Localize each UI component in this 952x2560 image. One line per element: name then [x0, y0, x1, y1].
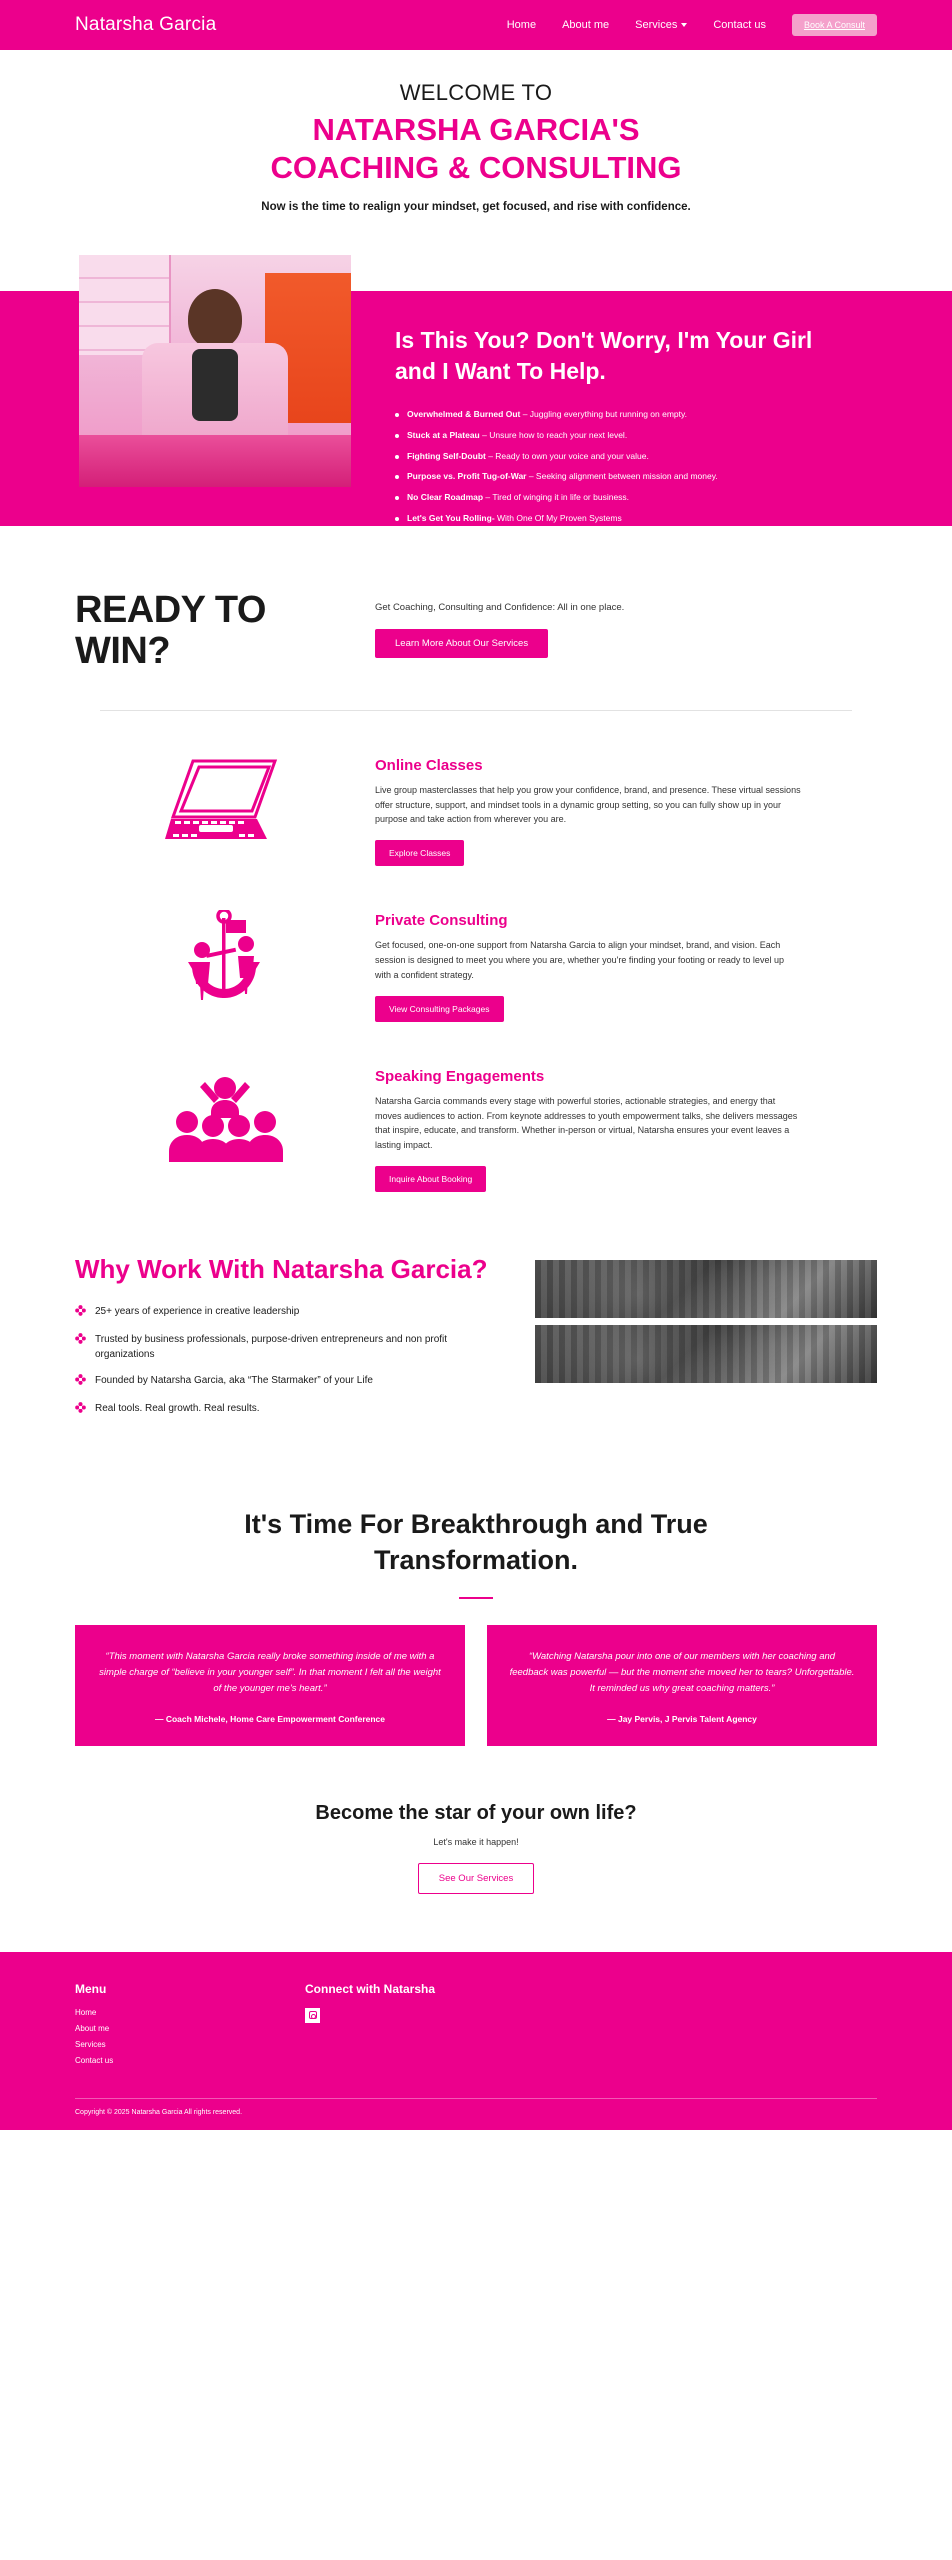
- explore-classes-button[interactable]: Explore Classes: [375, 840, 464, 866]
- hero-title: [40, 111, 912, 187]
- footer-link-about-me[interactable]: About me: [75, 2023, 110, 2033]
- nav-item-contact-us[interactable]: Contact us: [713, 19, 766, 31]
- testimonial-author: — Jay Pervis, J Pervis Talent Agency: [607, 1713, 757, 1724]
- why-work-section: [0, 1192, 952, 1429]
- hero-welcome: WELCOME TO: [399, 80, 553, 105]
- list-item-rest: – Unsure how to reach your next level.: [479, 429, 628, 440]
- footer-menu-heading: Menu: [75, 1981, 107, 1996]
- list-item-rest: – Seeking alignment between mission and money.: [526, 471, 718, 482]
- list-item-rest: – Juggling everything but running on empty.: [520, 408, 688, 419]
- inquire-about-booking-button[interactable]: Inquire About Booking: [375, 1166, 486, 1192]
- testimonial-card: [75, 1625, 465, 1746]
- list-item: [395, 451, 815, 463]
- list-item: [75, 1373, 495, 1390]
- why-point-text: Real tools. Real growth. Real results.: [95, 1402, 260, 1414]
- footer-connect-column: [305, 1982, 435, 2072]
- list-item-rest: – Tired of winging it in life or business.: [483, 492, 630, 503]
- laptop-icon: [75, 751, 375, 851]
- footer-link-contact-us[interactable]: Contact us: [75, 2055, 114, 2065]
- list-item: [395, 513, 815, 525]
- list-item-bold: Fighting Self-Doubt: [407, 450, 486, 461]
- hero-title-line2: COACHING & CONSULTING: [270, 149, 682, 185]
- chevron-down-icon: [681, 23, 687, 27]
- why-point-text: 25+ years of experience in creative leadership: [95, 1305, 300, 1317]
- hero-section: [0, 50, 952, 239]
- view-consulting-packages-button[interactable]: View Consulting Packages: [375, 996, 504, 1022]
- ready-title-line1: READY TO: [75, 588, 266, 631]
- nav-item-home[interactable]: Home: [506, 19, 537, 31]
- service-title: Speaking Engagements: [375, 1067, 545, 1085]
- ready-title: [75, 590, 375, 672]
- breakthrough-title: It's Time For Breakthrough and True Transformation.: [244, 1508, 708, 1575]
- cta-title: Become the star of your own life?: [315, 1801, 637, 1824]
- nav-links: [507, 14, 877, 36]
- list-item: [75, 1401, 495, 1418]
- service-description: Get focused, one-on-one support from Natarsha Garcia to align your mindset, brand, and vision. Each session is designed to meet you where you are, whether you're finding your footing or ready to level up with a confident strategy.: [375, 940, 784, 980]
- why-point-text: Trusted by business professionals, purpose-driven entrepreneurs and non profit organizations: [95, 1333, 448, 1360]
- flower-icon: [75, 1305, 86, 1321]
- list-item-bold: Stuck at a Plateau: [407, 429, 480, 440]
- testimonial-quote: “This moment with Natarsha Garcia really broke something inside of me with a simple charge of “believe in your younger self”. In that moment I felt all the weight of the younger me's heart.”: [99, 1650, 441, 1695]
- flower-icon: [75, 1402, 86, 1418]
- list-item: [395, 492, 815, 504]
- footer-link-home[interactable]: Home: [75, 2007, 97, 2017]
- testimonial-author: — Coach Michele, Home Care Empowerment Conference: [154, 1713, 386, 1724]
- site-brand[interactable]: Natarsha Garcia: [75, 14, 217, 35]
- footer-menu-column: [75, 1982, 305, 2072]
- copyright-text: Copyright © 2025 Natarsha Garcia All rights reserved.: [75, 2098, 877, 2130]
- pain-points-list: [395, 409, 815, 525]
- ready-title-line2: WIN?: [75, 629, 171, 672]
- service-description: Natarsha Garcia commands every stage with powerful stories, actionable strategies, and energy that moves audiences to action. From keynote addresses to youth empowerment talks, she delivers messages that inspire, educate, and transform. Whether in-person or virtual, Natarsha ensures your event leaves a lasting impact.: [375, 1095, 798, 1151]
- list-item: [395, 430, 815, 442]
- speaking-group-icon: [75, 1062, 375, 1162]
- instagram-icon[interactable]: [305, 2008, 320, 2023]
- footer-connect-heading: Connect with Natarsha: [305, 1981, 436, 1996]
- hero-title-line1: NATARSHA GARCIA'S: [312, 112, 640, 147]
- service-row-private-consulting: [0, 866, 952, 1022]
- footer-link-services[interactable]: Services: [75, 2039, 106, 2049]
- list-item-bold: Overwhelmed & Burned Out: [407, 408, 521, 419]
- nav-item-services[interactable]: [635, 19, 687, 31]
- top-navbar: [0, 0, 952, 50]
- service-title: Online Classes: [375, 756, 483, 774]
- breakthrough-section: [0, 1429, 952, 1599]
- final-cta-section: [0, 1746, 952, 1894]
- ready-to-win-section: [0, 526, 952, 672]
- service-title: Private Consulting: [375, 912, 508, 930]
- why-title: Why Work With Natarsha Garcia?: [75, 1254, 488, 1285]
- see-our-services-button[interactable]: See Our Services: [418, 1863, 534, 1894]
- testimonials-section: [0, 1599, 952, 1746]
- learn-more-services-button[interactable]: Learn More About Our Services: [375, 629, 548, 658]
- book-consult-button[interactable]: Book A Consult: [792, 14, 877, 36]
- flower-icon: [75, 1333, 86, 1349]
- testimonial-card: [487, 1625, 877, 1746]
- testimonial-quote: “Watching Natarsha pour into one of our members with her coaching and feedback was powerful — but the moment she moved her to tears? Unforgettable. It reminded us why great coaching matters.”: [509, 1650, 855, 1695]
- ready-text: Get Coaching, Consulting and Confidence: All in one place.: [375, 601, 625, 613]
- coach-portrait-photo: [79, 255, 351, 487]
- flower-icon: [75, 1374, 86, 1390]
- hero-subtitle: Now is the time to realign your mindset, get focused, and rise with confidence.: [261, 200, 691, 213]
- why-points-list: [75, 1304, 495, 1418]
- list-item-bold: Let's Get You Rolling-: [407, 513, 495, 524]
- why-point-text: Founded by Natarsha Garcia, aka “The Starmaker” of your Life: [95, 1374, 373, 1386]
- list-item: [75, 1332, 495, 1362]
- list-item: [395, 471, 815, 483]
- service-row-online-classes: [0, 711, 952, 867]
- nav-item-about-me[interactable]: About me: [562, 19, 610, 31]
- list-item: [75, 1304, 495, 1321]
- anchor-people-icon: [75, 906, 375, 1012]
- site-footer: [0, 1952, 952, 2130]
- band-title: Is This You? Don't Worry, I'm Your Girl and I Want To Help.: [395, 326, 813, 384]
- gallery-photo-top: [535, 1260, 877, 1318]
- nav-item-services-label: Services: [635, 19, 678, 31]
- list-item-rest: – Ready to own your voice and your value.: [485, 450, 649, 461]
- list-item: [395, 409, 815, 421]
- list-item-bold: No Clear Roadmap: [407, 492, 484, 503]
- cta-text: Let's make it happen!: [433, 1836, 519, 1847]
- pain-points-band: [0, 291, 952, 526]
- list-item-rest: With One Of My Proven Systems: [494, 513, 622, 524]
- list-item-bold: Purpose vs. Profit Tug-of-War: [407, 471, 527, 482]
- service-description: Live group masterclasses that help you grow your confidence, brand, and presence. These virtual sessions offer structure, support, and mindset tools in a dynamic group setting, so you can fully show up in your purpose and take action from wherever you are.: [375, 784, 801, 825]
- gallery-photo-bottom: [535, 1325, 877, 1383]
- service-row-speaking-engagements: [0, 1022, 952, 1192]
